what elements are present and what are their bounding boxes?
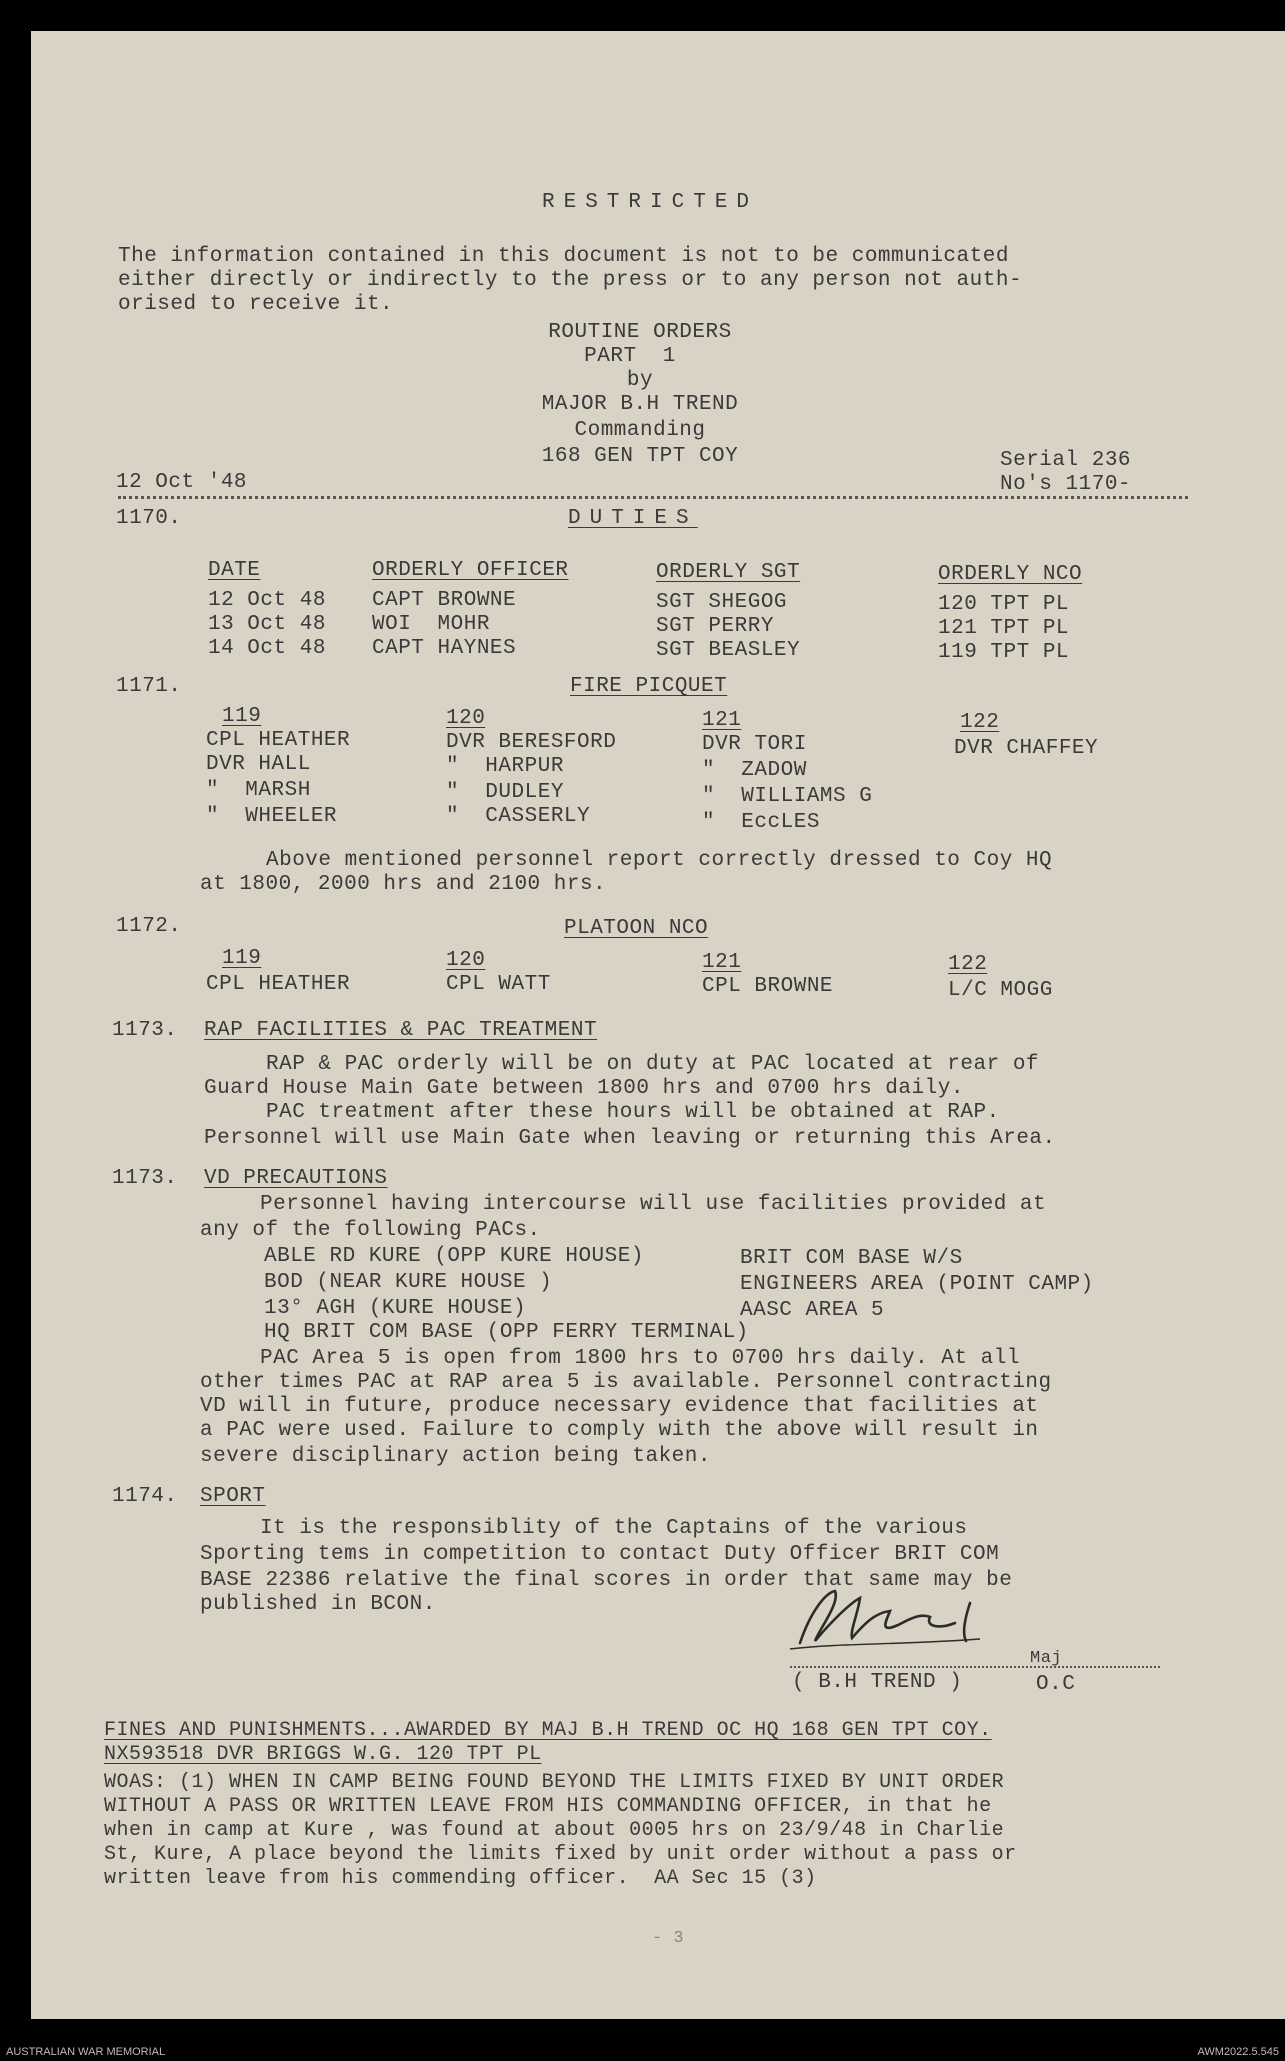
section-title-vd: VD PRECAUTIONS (204, 1167, 388, 1190)
duty-cell: SGT SHEGOG (656, 591, 788, 614)
picquet-name: " DUDLEY (446, 781, 564, 804)
duty-cell: 119 TPT PL (938, 641, 1070, 664)
section-title-fire-picquet: FIRE PICQUET (570, 675, 728, 698)
orders-by: by (626, 369, 654, 392)
platoon-number: 122 (960, 711, 1000, 734)
item-number: 1173. (112, 1019, 178, 1042)
fines-line: written leave from his commending officer. AA Sec 15 (3) (104, 1867, 817, 1890)
footer-archive-name: AUSTRALIAN WAR MEMORIAL (6, 2046, 166, 2058)
col-header-orderly-officer: ORDERLY OFFICER (372, 559, 569, 582)
nco-name: CPL WATT (446, 973, 551, 996)
nco-name: CPL HEATHER (206, 973, 351, 996)
duty-cell: 14 Oct 48 (208, 637, 326, 660)
item-number: 1171. (116, 675, 182, 698)
fines-line: St, Kure, A place beyond the limits fixed by unit order without a pass or (104, 1843, 1017, 1866)
serial-number: Serial 236 (1000, 449, 1132, 472)
vd-body: a PAC were used. Failure to comply with the above will result in (200, 1419, 1039, 1442)
signature-name: ( B.H TREND ) (792, 1671, 963, 1694)
page-number: - 3 (652, 1929, 685, 1948)
duty-cell: WOI MOHR (372, 613, 490, 636)
pac-location: BRIT COM BASE W/S (740, 1247, 963, 1270)
fines-line: when in camp at Kure , was found at about 0005 hrs on 23/9/48 in Charlie (104, 1819, 1005, 1842)
section-title-sport: SPORT (200, 1485, 266, 1508)
pac-location: 13° AGH (KURE HOUSE) (264, 1297, 527, 1320)
fines-heading: FINES AND PUNISHMENTS...AWARDED BY MAJ B.H TREND OC HQ 168 GEN TPT COY. (104, 1719, 992, 1742)
fines-line: WOAS: (1) WHEN IN CAMP BEING FOUND BEYOND THE LIMITS FIXED BY UNIT ORDER (104, 1771, 1005, 1794)
item-number: 1170. (116, 507, 182, 530)
pac-location: AASC AREA 5 (740, 1299, 885, 1322)
caveat-line: orised to receive it. (118, 293, 394, 316)
section-title-platoon-nco: PLATOON NCO (564, 917, 709, 940)
orders-commanding: Commanding (574, 419, 706, 442)
sport-line: BASE 22386 relative the final scores in order that same may be (200, 1569, 1013, 1592)
platoon-number: 119 (222, 705, 262, 728)
picquet-name: DVR TORI (702, 733, 807, 756)
orders-part: PART 1 (584, 345, 676, 368)
vd-body: severe disciplinary action being taken. (200, 1445, 711, 1468)
vd-body: VD will in future, produce necessary evidence that facilities at (200, 1395, 1039, 1418)
orders-date: 12 Oct '48 (116, 471, 248, 494)
col-header-orderly-sgt: ORDERLY SGT (656, 561, 801, 584)
nco-name: L/C MOGG (948, 979, 1053, 1002)
platoon-number: 122 (948, 953, 988, 976)
duty-cell: SGT PERRY (656, 615, 774, 638)
platoon-number: 121 (702, 709, 742, 732)
picquet-name: DVR BERESFORD (446, 731, 617, 754)
platoon-number: 120 (446, 949, 486, 972)
vd-intro: any of the following PACs. (200, 1219, 541, 1242)
picquet-name: DVR CHAFFEY (954, 737, 1099, 760)
section-title-rap: RAP FACILITIES & PAC TREATMENT (204, 1019, 598, 1042)
picquet-note: at 1800, 2000 hrs and 2100 hrs. (200, 873, 607, 896)
footer-accession-number: AWM2022.5.545 (1197, 2046, 1279, 2058)
sport-line: Sporting tems in competition to contact Duty Officer BRIT COM (200, 1543, 1000, 1566)
dotted-separator (118, 496, 1188, 499)
sport-line: published in BCON. (200, 1593, 436, 1616)
signature-rank: Maj (1030, 1649, 1063, 1668)
picquet-name: " CASSERLY (446, 805, 591, 828)
item-number: 1173. (112, 1167, 178, 1190)
picquet-name: " MARSH (206, 779, 311, 802)
picquet-name: " ZADOW (702, 759, 807, 782)
sport-line: It is the responsiblity of the Captains of the various (260, 1517, 968, 1540)
pac-location: HQ BRIT COM BASE (OPP FERRY TERMINAL) (264, 1321, 749, 1344)
duty-cell: 13 Oct 48 (208, 613, 326, 636)
duty-cell: SGT BEASLEY (656, 639, 801, 662)
vd-body: other times PAC at RAP area 5 is available. Personnel contracting (200, 1371, 1052, 1394)
platoon-number: 121 (702, 951, 742, 974)
rap-line: Guard House Main Gate between 1800 hrs and 0700 hrs daily. (204, 1077, 964, 1100)
duty-cell: CAPT HAYNES (372, 637, 517, 660)
rap-line: RAP & PAC orderly will be on duty at PAC located at rear of (266, 1053, 1040, 1076)
orders-title: ROUTINE ORDERS (548, 321, 732, 344)
orders-commander: MAJOR B.H TREND (541, 393, 739, 416)
nco-name: CPL BROWNE (702, 975, 834, 998)
item-number: 1172. (116, 915, 182, 938)
platoon-number: 120 (446, 707, 486, 730)
col-header-orderly-nco: ORDERLY NCO (938, 563, 1083, 586)
classification-heading: RESTRICTED (541, 191, 759, 214)
item-number: 1174. (112, 1485, 178, 1508)
rap-line: Personnel will use Main Gate when leaving or returning this Area. (204, 1127, 1056, 1150)
caveat-line: either directly or indirectly to the press or to any person not auth- (118, 269, 1023, 292)
picquet-name: " WHEELER (206, 805, 338, 828)
caveat-line: The information contained in this document is not to be communicated (118, 245, 1009, 268)
picquet-note: Above mentioned personnel report correctly dressed to Coy HQ (266, 849, 1053, 872)
duty-cell: CAPT BROWNE (372, 589, 517, 612)
duty-cell: 12 Oct 48 (208, 589, 326, 612)
pac-location: ENGINEERS AREA (POINT CAMP) (740, 1273, 1094, 1296)
col-header-date: DATE (208, 559, 261, 582)
rap-line: PAC treatment after these hours will be obtained at RAP. (266, 1101, 1000, 1124)
pac-location: ABLE RD KURE (OPP KURE HOUSE) (264, 1245, 644, 1268)
order-numbers: No's 1170- (1000, 473, 1132, 496)
picquet-name: " EccLES (702, 811, 820, 834)
picquet-name: " WILLIAMS G (702, 785, 873, 808)
fines-line: WITHOUT A PASS OR WRITTEN LEAVE FROM HIS COMMANDING OFFICER, in that he (104, 1795, 992, 1818)
handwritten-signature (780, 1583, 1020, 1653)
fines-soldier: NX593518 DVR BRIGGS W.G. 120 TPT PL (104, 1743, 542, 1766)
pac-location: BOD (NEAR KURE HOUSE ) (264, 1271, 553, 1294)
picquet-name: CPL HEATHER (206, 729, 351, 752)
vd-body: PAC Area 5 is open from 1800 hrs to 0700 hrs daily. At all (260, 1347, 1020, 1370)
signature-title: O.C (1036, 1673, 1076, 1696)
duty-cell: 121 TPT PL (938, 617, 1070, 640)
picquet-name: " HARPUR (446, 755, 564, 778)
signature-line (790, 1666, 1160, 1668)
orders-unit: 168 GEN TPT COY (541, 445, 739, 468)
picquet-name: DVR HALL (206, 753, 311, 776)
vd-intro: Personnel having intercourse will use facilities provided at (260, 1193, 1047, 1216)
section-title-duties: DUTIES (568, 507, 698, 530)
platoon-number: 119 (222, 947, 262, 970)
duty-cell: 120 TPT PL (938, 593, 1070, 616)
